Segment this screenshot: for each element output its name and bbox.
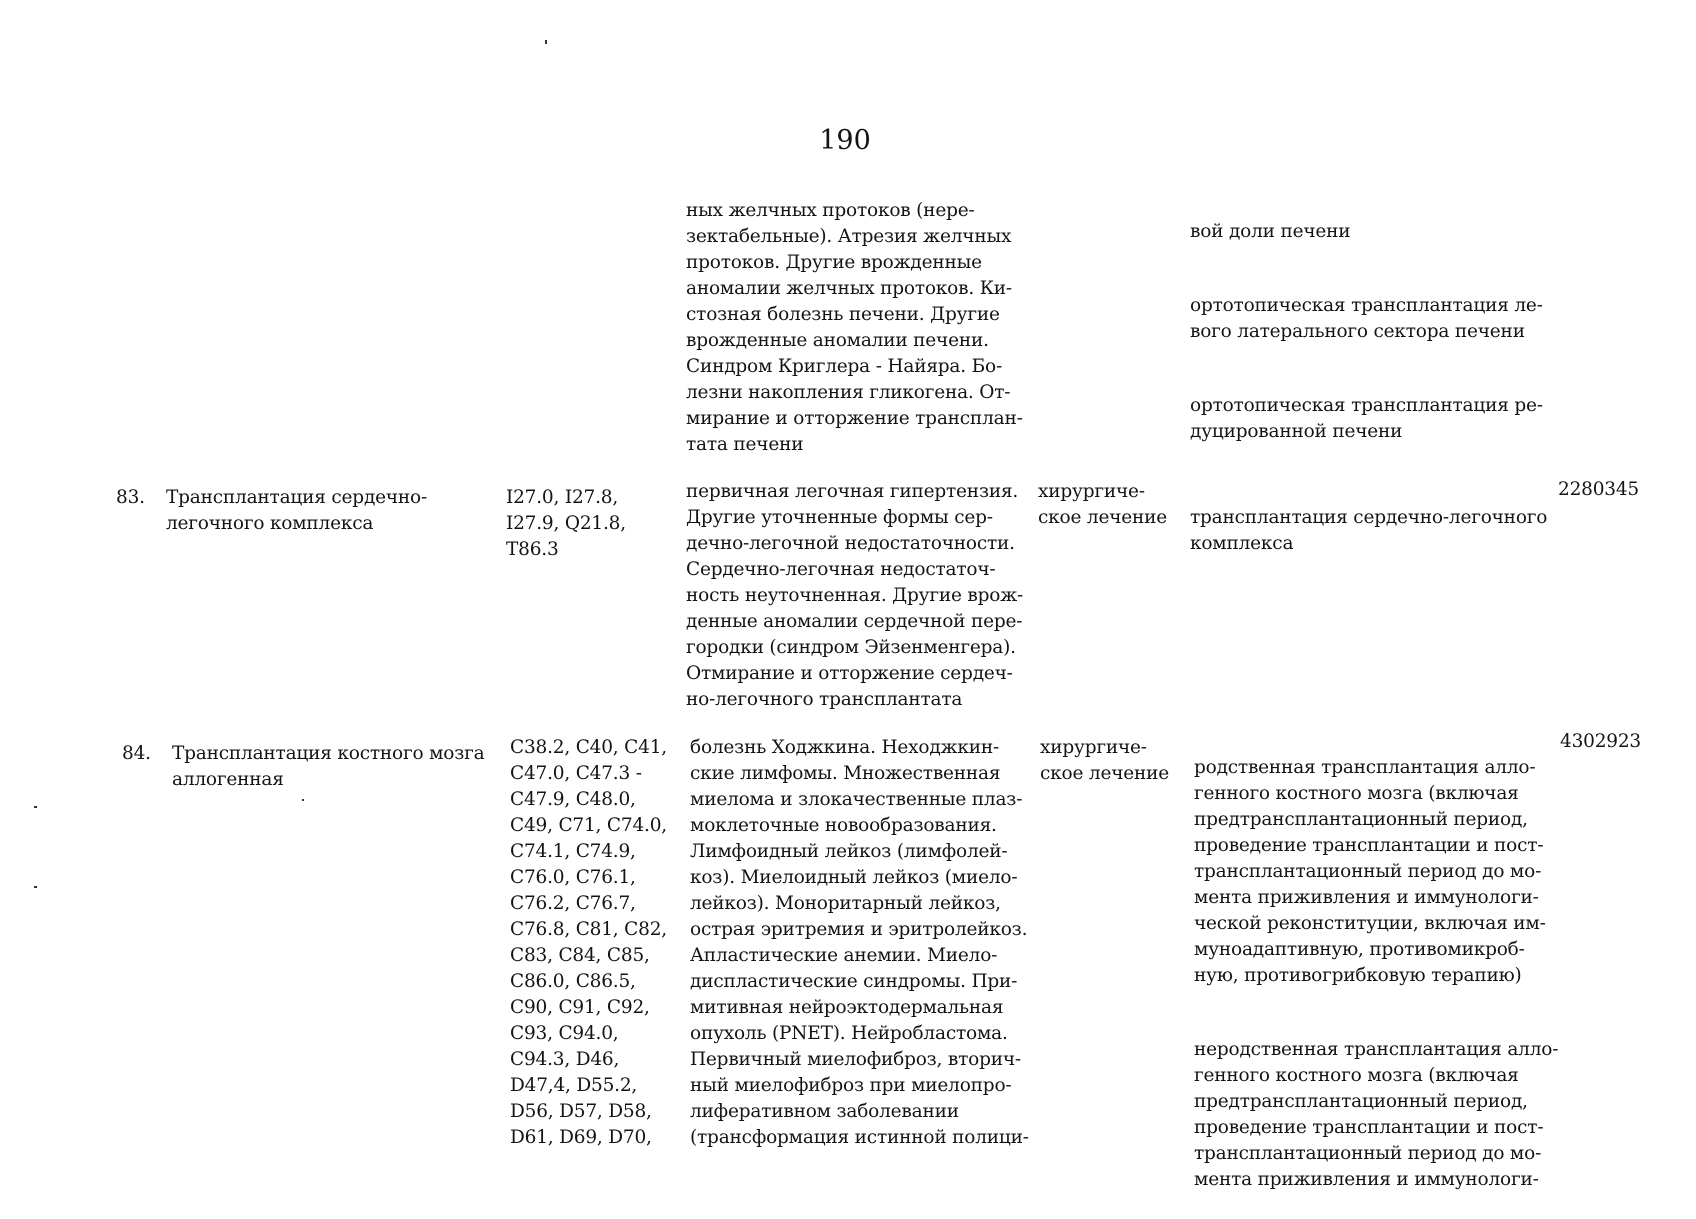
page-number: 190 — [819, 125, 871, 156]
method-text: ортотопическая трансплантация ле- вого латерального сектора печени — [1190, 295, 1543, 342]
scan-speck — [34, 806, 37, 808]
continuation-diagnosis: ных желчных протоков (нере- зектабельные). Атрезия желчных протоков. Другие врожденные аномалии желчных протоков. Ки- стозная болезнь печени. Другие врожденные аномалии печени. Синдром Криглера - Найяра. Бо- лезни накопления гликогена. От- мирание и отторжение трансплан- тата печени — [686, 200, 1023, 455]
row-treatment: хирургиче- ское лечение — [1038, 481, 1167, 528]
row-methods — [1194, 729, 1564, 1219]
row-name: Трансплантация костного мозга аллогенная — [172, 743, 485, 790]
continuation-methods — [1190, 193, 1550, 471]
method-text: ортотопическая трансплантация ре- дуцированной печени — [1190, 395, 1543, 442]
row-codes: I27.0, I27.8, I27.9, Q21.8, T86.3 — [506, 487, 626, 560]
scan-speck — [34, 886, 37, 888]
method-text: неродственная трансплантация алло- генного костного мозга (включая предтрансплантационный период, проведение трансплантации и пост- трансплантационный период до мо- мента приживления и иммунологи- — [1194, 1039, 1559, 1190]
row-cost: 4302923 — [1560, 731, 1641, 752]
row-codes: C38.2, C40, C41, C47.0, C47.3 - C47.9, C48.0, C49, C71, C74.0, C74.1, C74.9, C76.0, C76.1, C76.2, C76.7, C76.8, C81, C82, C83, C84, C85, C86.0, C86.5, C90, C91, C92, C93, C94.0, C94.3, D46, D47,4, D55.2, D56, D57, D58, D61, D69, D70, — [510, 737, 667, 1148]
row-number: 83. — [116, 487, 145, 508]
row-number: 84. — [122, 743, 151, 764]
row-name: Трансплантация сердечно- легочного комплекса — [166, 487, 428, 534]
row-treatment: хирургиче- ское лечение — [1040, 737, 1169, 784]
row-diagnosis: первичная легочная гипертензия. Другие уточненные формы сер- дечно-легочной недостаточности. Сердечно-легочная недостаточ- ность неуточненная. Другие врож- денные аномалии сердечной пере- городки (синдром Эйзенменгера). Отмирание и отторжение сердеч- но-легочного трансплантата — [686, 481, 1024, 710]
scan-speck — [302, 799, 304, 801]
row-cost: 2280345 — [1558, 479, 1639, 500]
method-text: трансплантация сердечно-легочного комплекса — [1190, 507, 1548, 554]
method-text: родственная трансплантация алло- генного костного мозга (включая предтрансплантационный период, проведение трансплантации и пост- трансплантационный период до мо- мента приживления и иммунологи- ческой реконституции, включая им- муноадаптивную, противомикроб- ную, противогрибковую терапию) — [1194, 757, 1546, 986]
scan-speck — [545, 40, 547, 44]
row-diagnosis: болезнь Ходжкина. Неходжкин- ские лимфомы. Множественная миелома и злокачественные плаз- моклеточные новообразования. Лимфоидный лейкоз (лимфолей- коз). Миелоидный лейкоз (миело- лейкоз). Моноритарный лейкоз, острая эритремия и эритролейкоз. Апластические анемии. Миело- диспластические синдромы. При- митивная нейроэктодермальная опухоль (PNET). Нейробластома. Первичный миелофиброз, вторич- ный миелофиброз при миелопро- лиферативном заболевании (трансформация истинной полици- — [690, 737, 1029, 1148]
row-methods — [1190, 479, 1560, 583]
method-text: вой доли печени — [1190, 221, 1351, 242]
